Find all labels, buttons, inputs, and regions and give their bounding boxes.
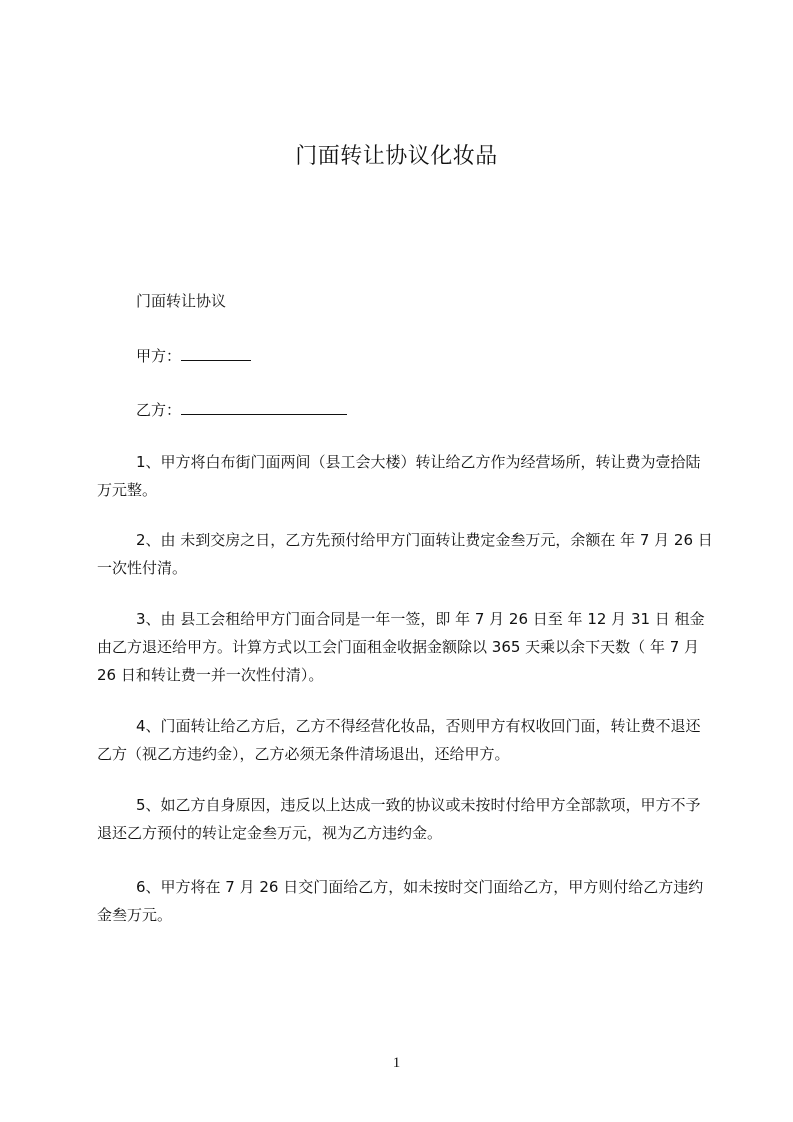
party-a-blank [181, 344, 251, 361]
party-a-label: 甲方： [136, 347, 182, 365]
clause-2: 2、由 未到交房之日，乙方先预付给甲方门面转让费定金叁万元，余额在 年 7 月 26 日一次性付清。 [97, 531, 713, 577]
page-number: 1 [392, 1055, 401, 1071]
party-b-line [136, 398, 347, 421]
party-a-line [136, 344, 251, 367]
clause-3: 3、由 县工会租给甲方门面合同是一年一签，即 年 7 月 26 日至 年 12 月 31 日 租金由乙方退还给甲方。计算方式以工会门面租金收据金额除以 365 天乘以余下天数（ 年 7 月 26 日和转让费一并一次性付清）。 [97, 610, 705, 684]
party-b-label: 乙方： [136, 401, 182, 419]
party-b-blank [181, 398, 347, 415]
clause-5: 5、如乙方自身原因，违反以上达成一致的协议或未按时付给甲方全部款项，甲方不予退还乙方预付的转让定金叁万元，视为乙方违约金。 [97, 796, 701, 842]
clause-1: 1、甲方将白布街门面两间（县工会大楼）转让给乙方作为经营场所，转让费为壹拾陆万元整。 [97, 453, 701, 499]
document-title: 门面转让协议化妆品 [295, 144, 498, 169]
clause-6: 6、甲方将在 7 月 26 日交门面给乙方，如未按时交门面给乙方，甲方则付给乙方违约金叁万元。 [97, 878, 704, 924]
agreement-subtitle: 门面转让协议 [136, 292, 227, 310]
clause-4: 4、门面转让给乙方后，乙方不得经营化妆品，否则甲方有权收回门面，转让费不退还乙方（视乙方违约金），乙方必须无条件清场退出，还给甲方。 [97, 717, 701, 763]
